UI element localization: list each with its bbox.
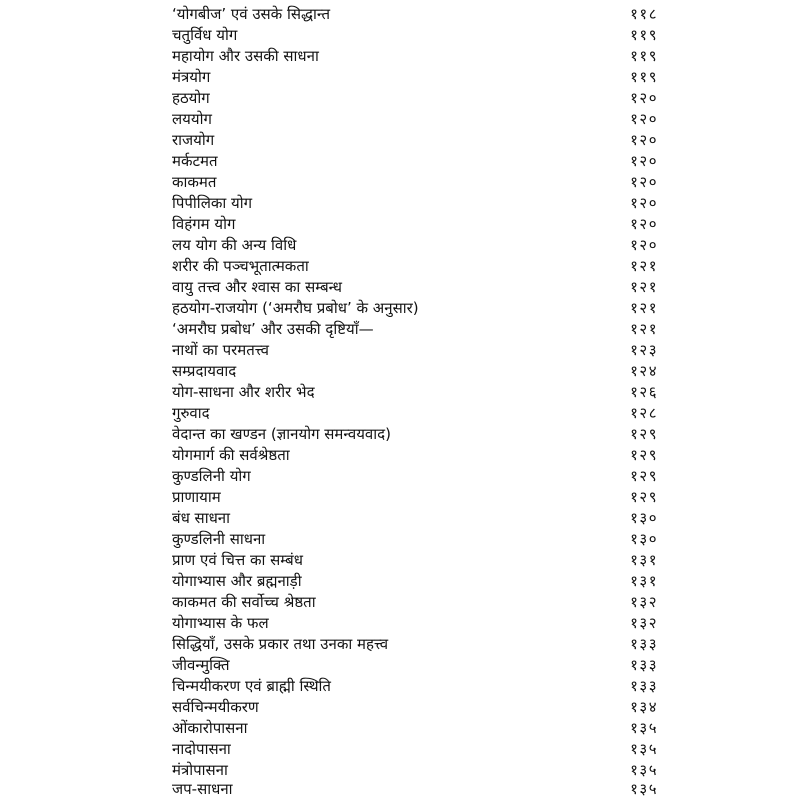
toc-entry-title: योगमार्ग की सर्वश्रेष्ठता — [172, 446, 290, 464]
toc-row — [0, 424, 799, 445]
toc-entry-title: जप-साधना — [172, 780, 233, 798]
toc-row — [0, 193, 799, 214]
toc-entry-page: १२९ — [630, 488, 658, 506]
toc-row — [0, 382, 799, 403]
toc-entry-page: १२० — [630, 236, 658, 254]
toc-entry-title: चतुर्विध योग — [172, 26, 238, 44]
toc-entry-title: कुण्डलिनी योग — [172, 467, 251, 485]
toc-entry-title: वायु तत्त्व और श्वास का सम्बन्ध — [172, 278, 343, 296]
toc-row — [0, 67, 799, 88]
toc-entry-title: ‘योगबीज’ एवं उसके सिद्धान्त — [172, 5, 331, 23]
toc-entry-page: १२३ — [630, 341, 658, 359]
toc-entry-page: १२८ — [630, 404, 658, 422]
toc-entry-title: कुण्डलिनी साधना — [172, 530, 266, 548]
toc-row — [0, 88, 799, 109]
toc-entry-title: जीवन्मुक्ति — [172, 656, 230, 674]
toc-entry-page: १३५ — [630, 761, 658, 779]
toc-entry-page: १२० — [630, 152, 658, 170]
toc-entry-title: पिपीलिका योग — [172, 194, 253, 212]
toc-entry-page: १२१ — [630, 278, 658, 296]
toc-row — [0, 445, 799, 466]
toc-entry-page: १२९ — [630, 446, 658, 464]
toc-entry-title: मंत्रयोग — [172, 68, 211, 86]
toc-entry-page: १२० — [630, 110, 658, 128]
toc-entry-page: १३१ — [630, 551, 658, 569]
toc-entry-title: हठयोग — [172, 89, 210, 107]
toc-row — [0, 340, 799, 361]
toc-row — [0, 592, 799, 613]
toc-row — [0, 151, 799, 172]
toc-entry-title: बंध साधना — [172, 509, 231, 527]
toc-entry-title: विहंगम योग — [172, 215, 236, 233]
toc-row — [0, 298, 799, 319]
toc-row — [0, 571, 799, 592]
toc-entry-page: १३३ — [630, 635, 658, 653]
toc-row — [0, 277, 799, 298]
toc-entry-page: १३२ — [630, 614, 658, 632]
toc-entry-page: ११९ — [630, 68, 658, 86]
toc-entry-page: १२१ — [630, 320, 658, 338]
toc-row — [0, 466, 799, 487]
toc-entry-page: १२१ — [630, 257, 658, 275]
toc-row — [0, 319, 799, 340]
toc-row — [0, 508, 799, 529]
toc-entry-title: प्राण एवं चित्त का सम्बंध — [172, 551, 303, 569]
toc-entry-page: १३० — [630, 530, 658, 548]
toc-row — [0, 550, 799, 571]
toc-entry-page: १३४ — [630, 698, 658, 716]
toc-row — [0, 718, 799, 739]
toc-row — [0, 214, 799, 235]
toc-row — [0, 172, 799, 193]
toc-entry-page: १३५ — [630, 780, 658, 798]
toc-entry-title: योगाभ्यास और ब्रह्मनाड़ी — [172, 572, 302, 590]
toc-entry-title: योग-साधना और शरीर भेद — [172, 383, 315, 401]
toc-row — [0, 655, 799, 676]
toc-entry-title: योगाभ्यास के फल — [172, 614, 269, 632]
toc-entry-title: लय योग की अन्य विधि — [172, 236, 297, 254]
toc-entry-page: १२० — [630, 89, 658, 107]
toc-entry-title: शरीर की पञ्चभूतात्मकता — [172, 257, 309, 275]
toc-row — [0, 403, 799, 424]
toc-row — [0, 676, 799, 697]
toc-entry-title: सम्प्रदायवाद — [172, 362, 237, 380]
toc-entry-title: राजयोग — [172, 131, 215, 149]
toc-entry-page: १२९ — [630, 425, 658, 443]
toc-entry-page: १३३ — [630, 656, 658, 674]
toc-entry-title: लययोग — [172, 110, 212, 128]
toc-entry-title: गुरुवाद — [172, 404, 210, 422]
toc-entry-page: १२१ — [630, 299, 658, 317]
toc-entry-page: १३० — [630, 509, 658, 527]
toc-row — [0, 361, 799, 382]
toc-entry-page: १२० — [630, 173, 658, 191]
toc-entry-page: १३५ — [630, 719, 658, 737]
toc-entry-page: १२० — [630, 194, 658, 212]
toc-row — [0, 760, 799, 781]
toc-entry-title: मर्कटमत — [172, 152, 218, 170]
toc-row — [0, 634, 799, 655]
toc-entry-title: नाथों का परमतत्त्व — [172, 341, 269, 359]
toc-entry-page: १२६ — [630, 383, 658, 401]
toc-row — [0, 4, 799, 25]
toc-entry-page: १३५ — [630, 740, 658, 758]
toc-row — [0, 109, 799, 130]
toc-entry-page: ११८ — [630, 5, 658, 23]
toc-row — [0, 529, 799, 550]
toc-entry-page: १३२ — [630, 593, 658, 611]
toc-entry-page: १३३ — [630, 677, 658, 695]
toc-row — [0, 487, 799, 508]
toc-entry-page: १२४ — [630, 362, 658, 380]
toc-entry-title: ओंकारोपासना — [172, 719, 248, 737]
toc-row — [0, 739, 799, 760]
toc-entry-title: सर्वचिन्मयीकरण — [172, 698, 259, 716]
toc-entry-page: १२० — [630, 131, 658, 149]
toc-row — [0, 46, 799, 67]
toc-row — [0, 256, 799, 277]
toc-entry-page: १२९ — [630, 467, 658, 485]
toc-row — [0, 613, 799, 634]
toc-entry-title: नादोपासना — [172, 740, 231, 758]
toc-row — [0, 130, 799, 151]
toc-entry-page: ११९ — [630, 47, 658, 65]
toc-entry-title: महायोग और उसकी साधना — [172, 47, 319, 65]
toc-entry-page: ११९ — [630, 26, 658, 44]
toc-entry-title: हठयोग-राजयोग (‘अमरौघ प्रबोध’ के अनुसार) — [172, 299, 419, 317]
toc-entry-title: प्राणायाम — [172, 488, 221, 506]
toc-row — [0, 25, 799, 46]
toc-row — [0, 235, 799, 256]
toc-entry-title: मंत्रोपासना — [172, 761, 228, 779]
toc-entry-title: चिन्मयीकरण एवं ब्राह्मी स्थिति — [172, 677, 331, 695]
toc-entry-page: १२० — [630, 215, 658, 233]
toc-entry-title: काकमत — [172, 173, 217, 191]
toc-entry-title: सिद्धियाँ, उसके प्रकार तथा उनका महत्त्व — [172, 635, 389, 653]
toc-row — [0, 697, 799, 718]
toc-row — [0, 779, 799, 800]
toc-entry-page: १३१ — [630, 572, 658, 590]
toc-entry-title: ‘अमरौघ प्रबोध’ और उसकी दृष्टियाँ— — [172, 320, 374, 338]
toc-entry-title: काकमत की सर्वोच्च श्रेष्ठता — [172, 593, 316, 611]
toc-entry-title: वेदान्त का खण्डन (ज्ञानयोग समन्वयवाद) — [172, 425, 391, 443]
